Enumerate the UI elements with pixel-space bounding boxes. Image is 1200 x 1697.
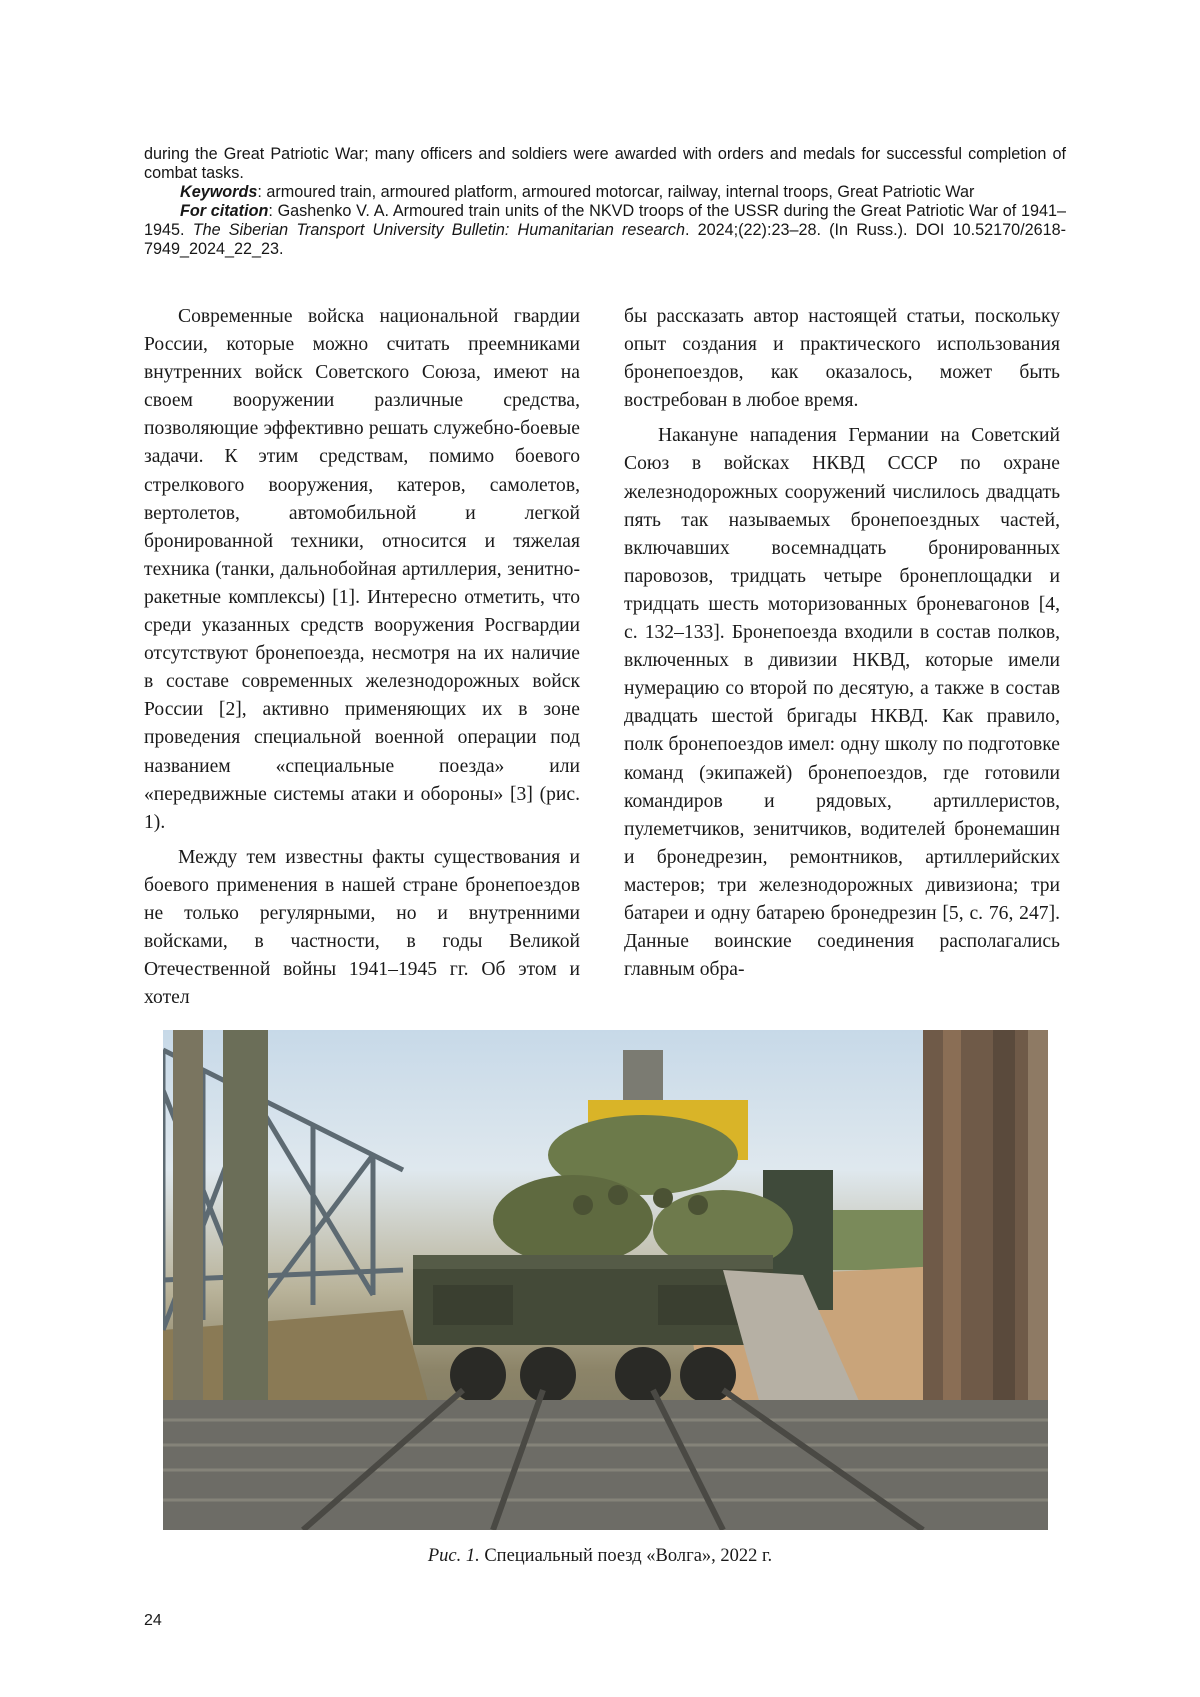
paragraph: бы рассказать автор настоящей статьи, поскольку опыт создания и практического использования бронепоездов, как оказалось, может быть востребован в любое время. <box>624 303 1060 415</box>
abstract-block <box>144 145 1066 259</box>
flatcar-wheels <box>450 1347 736 1403</box>
paragraph: Накануне нападения Германии на Советский Союз в войсках НКВД СССР по охране железнодорожных сооружений числилось двадцать пять так называемых бронепоездных частей, включавших восемнадцать бронированных паровозов, тридцать четыре бронеплощадки и тридцать шесть моторизованных броневагонов [4, с. 132–133]. Бронепоезда входили в состав полков, включенных в дивизии НКВД, которые имели нумерацию со второй по десятую, а также в состав двадцать шестой бригады НКВД. Как правило, полк бронепоездов имел: одну школу по подготовке команд (экипажей) бронепоездов, где готовили командиров и рядовых, артиллеристов, пулеметчиков, зенитчиков, водителей бронемашин и бронедрезин, ремонтников, артиллерийских мастеров; три железнодорожных дивизиона; три батареи и одну батарею бронедрезин [5, с. 76, 247]. Данные воинские соединения располагались главным обра- <box>624 422 1060 984</box>
citation-journal: The Siberian Transport University Bulletin: Humanitarian research <box>193 221 685 239</box>
keywords-label: Keywords <box>180 183 257 201</box>
keywords-text: : armoured train, armoured platform, armoured motorcar, railway, internal troops, Great Patriotic War <box>257 183 974 201</box>
train-photo-illustration <box>163 1030 1048 1530</box>
figure-caption: Рис. 1. Специальный поезд «Волга», 2022 г. <box>0 1546 1200 1567</box>
paragraph: Современные войска национальной гвардии России, которые можно считать преемниками внутренних войск Советского Союза, имеют на своем вооружении различные средства, позволяющие эффективно решать служебно-боевые задачи. К этим средствам, помимо боевого стрелкового вооружения, катеров, самолетов, вертолетов, автомобильной и легкой бронированной техники, относится и тяжелая техника (танки, дальнобойная артиллерия, зенитно-ракетные комплексы) [1]. Интересно отметить, что среди указанных средств вооружения Росгвардии отсутствуют бронепоезда, несмотря на их наличие в составе современных железнодорожных войск России [2], активно применяющих их в зоне проведения специальной военной операции под названием «специальные поезда» или «передвижные системы атаки и обороны» [3] (рис. 1). <box>144 303 580 837</box>
keywords-line <box>144 183 1066 202</box>
citation-label: For citation <box>180 202 268 220</box>
abstract-tail: during the Great Patriotic War; many officers and soldiers were awarded with orders and medals for successful completion of combat tasks. <box>144 145 1066 183</box>
paragraph: Между тем известны факты существования и боевого применения в нашей стране бронепоездов не только регулярными, но и внутренними войсками, в частности, в годы Великой Отечественной войны 1941–1945 гг. Об этом и хотел <box>144 844 580 1013</box>
figure-label: Рис. 1. <box>428 1546 480 1566</box>
page-number: 24 <box>144 1612 162 1630</box>
citation-line: For citation: Gashenko V. A. Armoured train units of the NKVD troops of the USSR during the Great Patriotic War of 1941–1945. The Siberian Transport University Bulletin: Humanitarian research. 2024;(22):23–28. (In Russ.). DOI 10.52170/2618-7949_2024_22_23. <box>144 202 1066 259</box>
text-column-left <box>144 303 580 1019</box>
text-column-right <box>624 303 1060 991</box>
locomotive-stack <box>623 1050 663 1100</box>
figure-photo-armoured-train <box>163 1030 1048 1530</box>
